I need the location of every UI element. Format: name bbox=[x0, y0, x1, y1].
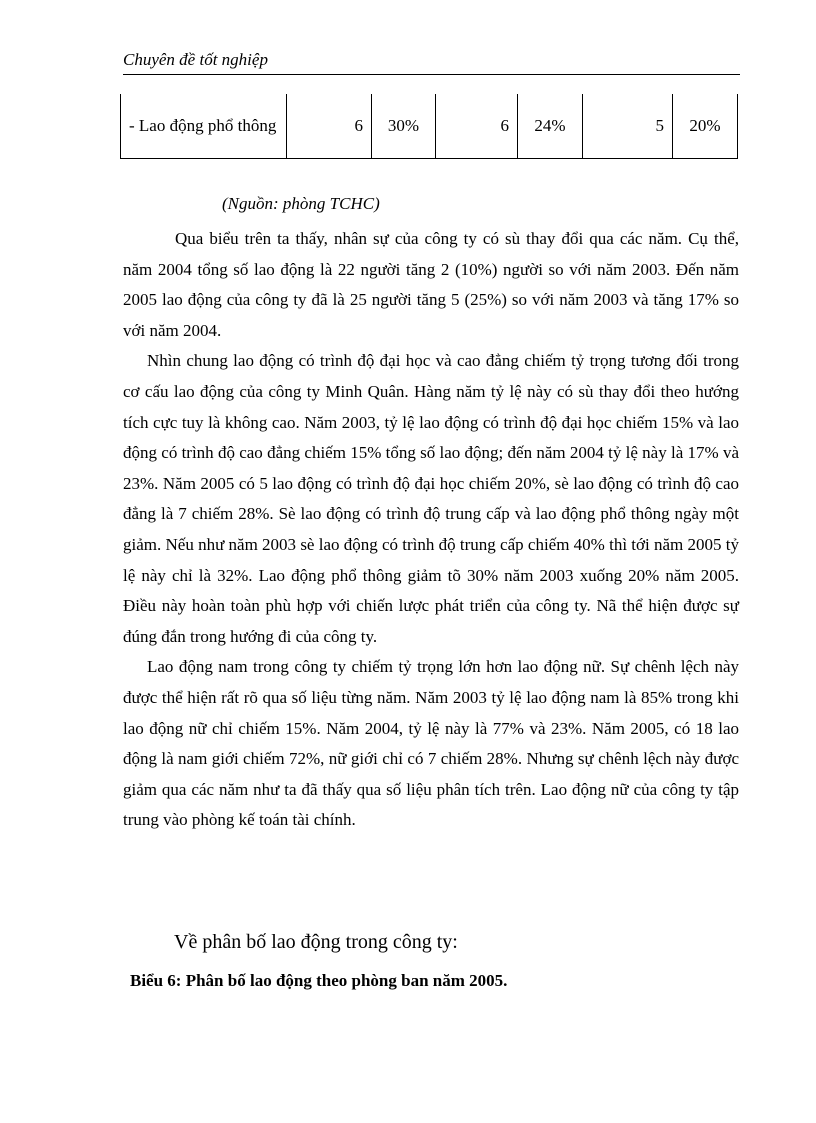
table-row bbox=[121, 94, 738, 159]
cell-2003-percent: 30% bbox=[372, 94, 436, 159]
cell-2004-percent: 24% bbox=[518, 94, 583, 159]
section-subheading: Về phân bố lao động trong công ty: bbox=[174, 931, 458, 953]
paragraph: Lao động nam trong công ty chiếm tỷ trọng lớn hơn lao động nữ. Sự chênh lệch này được thể hiện rất rõ qua số liệu từng năm. Năm 2003 tỷ lệ lao động nam là 85% trong khi lao động nữ chỉ chiếm 15%. Năm 2004, tỷ lệ này là 77% và 23%. Năm 2005, có 18 lao động là nam giới chiếm 72%, nữ giới chỉ có 7 chiếm 28%. Nhưng sự chênh lệch này được giảm qua các năm như ta đã thấy qua số liệu phân tích trên. Lao động nữ của công ty tập trung vào phòng kế toán tài chính. bbox=[123, 657, 739, 830]
header-title: Chuyên đề tốt nghiệp bbox=[123, 50, 268, 69]
cell-2004-count: 6 bbox=[436, 94, 518, 159]
cell-2005-percent: 20% bbox=[673, 94, 738, 159]
cell-2005-count: 5 bbox=[583, 94, 673, 159]
labor-table bbox=[120, 94, 738, 159]
cell-2003-count: 6 bbox=[287, 94, 372, 159]
page-header bbox=[123, 50, 740, 75]
paragraph: Qua biểu trên ta thấy, nhân sự của công ty có sù thay đổi qua các năm. Cụ thể, năm 2004 tổng số lao động là 22 người tăng 2 (10%) người so với năm 2003. Đến năm 2005 lao động của công ty đã là 25 người tăng 5 (25%) so với năm 2003 và tăng 17% so với năm 2004. bbox=[123, 229, 739, 340]
body-text bbox=[123, 224, 739, 836]
row-label: - Lao động phổ thông bbox=[121, 94, 287, 159]
table-caption: Biểu 6: Phân bố lao động theo phòng ban năm 2005. bbox=[130, 971, 508, 990]
source-note: (Nguồn: phòng TCHC) bbox=[222, 194, 380, 213]
paragraph: Nhìn chung lao động có trình độ đại học và cao đẳng chiếm tỷ trọng tương đối trong cơ cấu lao động của công ty Minh Quân. Hàng năm tỷ lệ này có sù thay đổi theo hướng tích cực tuy là không cao. Năm 2003, tỷ lệ lao động có trình độ đại học chiếm 15% và lao động có trình độ cao đẳng chiếm 15% tổng số lao động; đến năm 2004 tỷ lệ này là 17% và 23%. Năm 2005 có 5 lao động có trình độ đại học chiếm 20%, sè lao động có trình độ cao đẳng là 7 chiếm 28%. Sè lao động có trình độ trung cấp và lao động phổ thông ngày một giảm. Nếu như năm 2003 sè lao động có trình độ trung cấp chiếm 40% thì tới năm 2005 tỷ lệ này chỉ là 32%. Lao động phổ thông giảm tõ 30% năm 2003 xuống 20% năm 2005. Điều này hoàn toàn phù hợp với chiến lược phát triển của công ty. Nã thể hiện được sự đúng đắn trong hướng đi của công ty. bbox=[123, 351, 739, 646]
